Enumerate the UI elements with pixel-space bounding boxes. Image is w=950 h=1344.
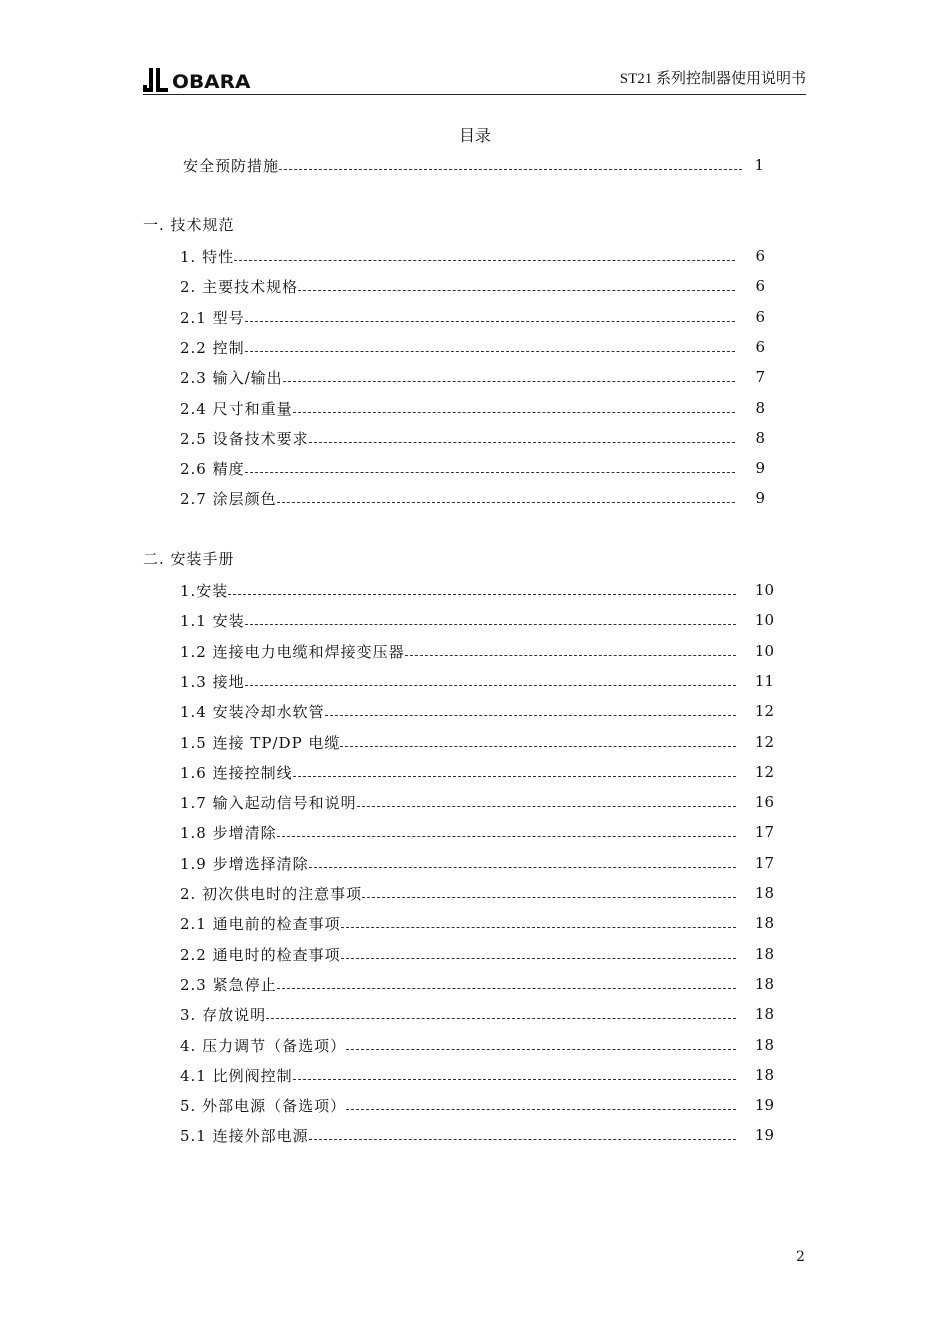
toc-leader xyxy=(309,428,735,443)
toc-entry-label: 5. 外部电源（备选项） xyxy=(180,1096,347,1115)
toc-entry[interactable] xyxy=(180,397,765,419)
toc-entry-page: 9 xyxy=(755,459,765,477)
toc-entry-page: 17 xyxy=(754,823,774,841)
toc-entry-page: 17 xyxy=(754,854,774,872)
toc-entry[interactable] xyxy=(180,670,774,692)
toc-entry-page: 6 xyxy=(755,247,765,265)
toc-entry-page: 6 xyxy=(755,308,765,326)
toc-entry-label: 2.1 型号 xyxy=(180,308,245,327)
toc-leader xyxy=(277,822,736,837)
toc-section-heading: 一. 技术规范 xyxy=(143,216,235,234)
toc-entry-page: 18 xyxy=(754,1005,774,1023)
toc-entry-label: 2. 主要技术规格 xyxy=(180,277,299,296)
toc-entry[interactable] xyxy=(180,487,765,509)
toc-entry-page: 7 xyxy=(755,368,765,386)
toc-leader xyxy=(357,792,736,807)
toc-leader xyxy=(405,641,736,656)
toc-entry-page: 16 xyxy=(754,793,774,811)
toc-entry[interactable] xyxy=(180,427,765,449)
toc-entry-label: 1.2 连接电力电缆和焊接变压器 xyxy=(180,642,405,661)
toc-entry-page: 12 xyxy=(754,763,774,781)
toc-entry[interactable] xyxy=(180,1003,774,1025)
toc-leader xyxy=(346,1095,736,1110)
toc-entry[interactable] xyxy=(180,852,774,874)
toc-entry-page: 8 xyxy=(755,429,765,447)
toc-entry[interactable] xyxy=(180,791,774,813)
toc-leader xyxy=(293,1065,736,1080)
toc-entry-page: 18 xyxy=(754,884,774,902)
page-number: 2 xyxy=(796,1249,805,1265)
toc-leader xyxy=(279,155,742,170)
toc-entry[interactable] xyxy=(180,973,774,995)
toc-entry-safety[interactable] xyxy=(183,154,764,176)
toc-entry[interactable] xyxy=(180,579,774,601)
toc-leader xyxy=(266,1004,736,1019)
toc-entry-label: 2.1 通电前的检查事项 xyxy=(180,914,341,933)
toc-entry-label: 1.4 安装冷却水软管 xyxy=(180,702,325,721)
toc-leader xyxy=(346,1035,736,1050)
toc-entry[interactable] xyxy=(180,609,774,631)
toc-leader xyxy=(362,883,736,898)
toc-entry-page: 6 xyxy=(755,277,765,295)
toc-leader xyxy=(234,246,735,261)
toc-entry[interactable] xyxy=(180,731,774,753)
toc-entry-label: 1.安装 xyxy=(180,581,229,600)
toc-leader xyxy=(325,701,736,716)
toc-section-heading: 二. 安装手册 xyxy=(143,550,235,568)
toc-entry[interactable] xyxy=(180,912,774,934)
toc-leader xyxy=(283,367,735,382)
toc-entry-label: 1.9 步增选择清除 xyxy=(180,854,309,873)
toc-entry[interactable] xyxy=(180,1064,774,1086)
toc-entry[interactable] xyxy=(180,761,774,783)
toc-entry-page: 10 xyxy=(754,611,774,629)
toc-entry-page: 10 xyxy=(754,642,774,660)
document-title: ST21 系列控制器使用说明书 xyxy=(619,71,806,87)
obara-logo-mark-icon xyxy=(143,68,169,92)
toc-entry-label: 2.3 输入/输出 xyxy=(180,368,283,387)
toc-entry-label: 2.2 通电时的检查事项 xyxy=(180,945,341,964)
toc-entry-label: 4. 压力调节（备选项） xyxy=(180,1036,347,1055)
toc-leader xyxy=(293,762,736,777)
toc-entry-label: 1.8 步增清除 xyxy=(180,823,277,842)
toc-entry-page: 18 xyxy=(754,975,774,993)
toc-leader xyxy=(298,276,735,291)
toc-entry-page: 8 xyxy=(755,399,765,417)
toc-leader xyxy=(277,488,735,503)
toc-entry[interactable] xyxy=(180,943,774,965)
toc-entry-label: 1.6 连接控制线 xyxy=(180,763,293,782)
toc-leader xyxy=(341,913,736,928)
toc-entry[interactable] xyxy=(180,366,765,388)
toc-entry-label: 1.1 安装 xyxy=(180,611,245,630)
toc-entry-page: 18 xyxy=(754,1036,774,1054)
toc-entry-page: 10 xyxy=(754,581,774,599)
toc-leader xyxy=(245,458,735,473)
toc-entry-label: 5.1 连接外部电源 xyxy=(180,1126,309,1145)
toc-entry[interactable] xyxy=(180,882,774,904)
toc-leader xyxy=(340,732,736,747)
toc-entry-label: 安全预防措施 xyxy=(183,156,280,175)
toc-entry-label: 2.3 紧急停止 xyxy=(180,975,277,994)
toc-entry-label: 2.6 精度 xyxy=(180,459,245,478)
toc-entry-label: 1.5 连接 TP/DP 电缆 xyxy=(180,733,341,752)
toc-entry[interactable] xyxy=(180,1094,774,1116)
toc-entry[interactable] xyxy=(180,821,774,843)
toc-entry[interactable] xyxy=(180,457,765,479)
toc-entry-label: 1.3 接地 xyxy=(180,672,245,691)
toc-leader xyxy=(245,610,736,625)
toc-entry-page: 18 xyxy=(754,1066,774,1084)
toc-entry-label: 2. 初次供电时的注意事项 xyxy=(180,884,363,903)
toc-entry-label: 1.7 输入起动信号和说明 xyxy=(180,793,357,812)
toc-entry[interactable] xyxy=(180,640,774,662)
toc-leader xyxy=(228,580,736,595)
page-header xyxy=(143,62,806,95)
toc-leader xyxy=(245,671,736,686)
toc-leader xyxy=(309,853,736,868)
toc-entry-label: 1. 特性 xyxy=(180,247,235,266)
toc-entry-label: 2.5 设备技术要求 xyxy=(180,429,309,448)
toc-leader xyxy=(293,398,735,413)
toc-entry[interactable] xyxy=(180,336,765,358)
toc-entry[interactable] xyxy=(180,275,765,297)
toc-entry-label: 3. 存放说明 xyxy=(180,1005,267,1024)
toc-entry-page: 1 xyxy=(754,156,764,174)
toc-entry-page: 18 xyxy=(754,945,774,963)
toc-entry[interactable] xyxy=(180,306,765,328)
toc-entry-page: 6 xyxy=(755,338,765,356)
toc-entry-page: 9 xyxy=(755,489,765,507)
toc-entry-label: 2.7 涂层颜色 xyxy=(180,489,277,508)
toc-entry-page: 18 xyxy=(754,914,774,932)
toc-leader xyxy=(245,337,735,352)
toc-entry-page: 11 xyxy=(754,672,774,690)
logo-text: OBARA xyxy=(172,71,251,93)
toc-title: 目录 xyxy=(458,126,491,145)
toc-entry[interactable] xyxy=(180,245,765,267)
toc-entry-page: 19 xyxy=(754,1126,774,1144)
toc-entry[interactable] xyxy=(180,700,774,722)
toc-entry-page: 12 xyxy=(754,733,774,751)
obara-logo xyxy=(143,66,251,93)
toc-entry-page: 19 xyxy=(754,1096,774,1114)
toc-leader xyxy=(245,307,735,322)
toc-leader xyxy=(341,944,736,959)
toc-leader xyxy=(309,1125,736,1140)
toc-entry-label: 2.4 尺寸和重量 xyxy=(180,399,293,418)
toc-entry-label: 4.1 比例阀控制 xyxy=(180,1066,293,1085)
toc-leader xyxy=(277,974,736,989)
toc-entry-label: 2.2 控制 xyxy=(180,338,245,357)
toc-entry[interactable] xyxy=(180,1034,774,1056)
toc-entry[interactable] xyxy=(180,1124,774,1146)
toc-entry-page: 12 xyxy=(754,702,774,720)
